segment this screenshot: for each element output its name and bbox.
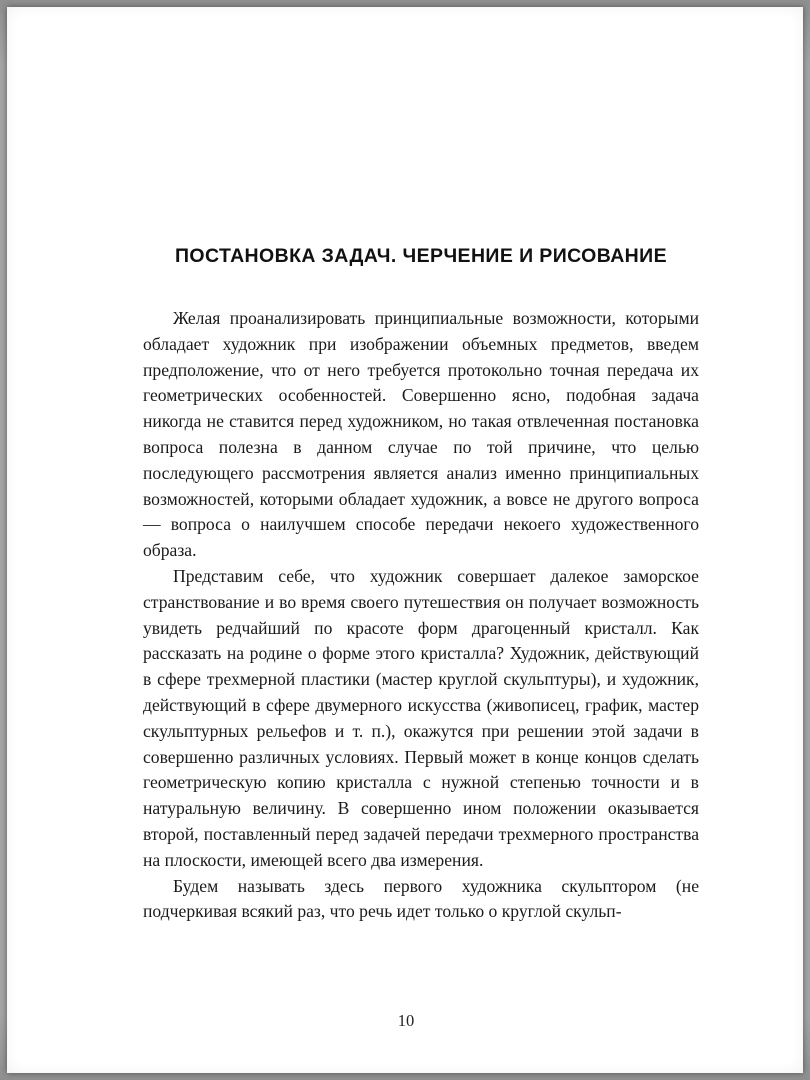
paragraph: Желая проанализировать принципиальные возможности, которыми обладает художник при изображении объемных предметов, введем предположение, что от него требуется протокольно точная передача их геометрических особенностей. Совершенно ясно, подобная задача никогда не ставится перед художником, но такая отвлеченная постановка вопроса полезна в данном случае по той причине, что целью последующего рассмотрения является анализ именно принципиальных возможностей, которыми обладает художник, а вовсе не другого вопроса — вопроса о наилучшем способе передачи некоего художественного образа. [143, 308, 699, 561]
page-number: 10 [397, 1011, 415, 1030]
page-content [143, 7, 699, 1073]
book-page [7, 7, 803, 1073]
paragraph: Представим себе, что художник совершает далекое заморское странствование и во время своего путешествия он получает возможность увидеть редчайший по красоте форм драгоценный кристалл. Как рассказать на родине о форме этого кристалла? Художник, действующий в сфере трехмерной пластики (мастер круглой скульптуры), и художник, действующий в сфере двумерного искусства (живописец, график, мастер скульптурных рельефов и т. п.), окажутся при решении этой задачи в совершенно различных условиях. Первый может в конце концов сделать геометрическую копию кристалла с нужной степенью точности и в натуральную величину. В совершенно ином положении оказывается второй, поставленный перед задачей передачи трехмерного пространства на плоскости, имеющей всего два измерения. [143, 565, 699, 870]
paragraph: Будем называть здесь первого художника скульптором (не подчеркивая всякий раз, что речь идет только о круглой скульп- [143, 875, 699, 922]
chapter-title: ПОСТАНОВКА ЗАДАЧ. ЧЕРЧЕНИЕ И РИСОВАНИЕ [175, 245, 667, 267]
body-text [143, 306, 699, 925]
